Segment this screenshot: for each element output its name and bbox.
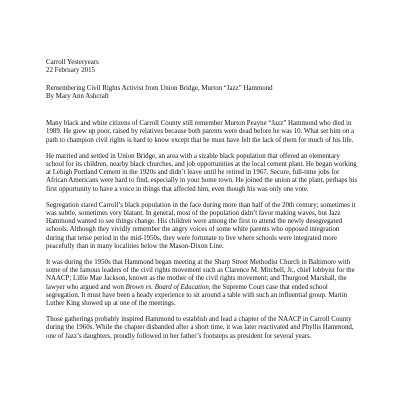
paragraph-1: Many black and white citizens of Carroll County still remember Murton Peayne “Jazz” Hammond who died in 1989. He grew up poor, raised by relatives because both parents were dead before he was 10. What set him on a path to champion civil rights is hard to know except that he must have felt the lack of them for much of his life. bbox=[46, 120, 355, 144]
article-body bbox=[46, 120, 358, 341]
article-title: Remembering Civil Rights Activist from Union Bridge, Murton “Jazz” Hammond bbox=[46, 84, 273, 92]
publication-date: 22 February 2015 bbox=[46, 67, 95, 75]
paragraph-4 bbox=[46, 259, 358, 309]
paragraph-3: Segregation stared Carroll’s black population in the face during more than half of the 20th century; sometimes it was subtle, sometimes very blatant. In general, most of the population didn’t favor making waves, but Jazz Hammond wanted to see things change. His children were among the first to attend the newly desegregated schools. Although they vividly remember the angry voices of some white parents who opposed integration during that tense period in the mid-1950s, they were fortunate to live where schools were integrated more peacefully than in many localities below the Mason-Dixon Line. bbox=[46, 201, 356, 251]
paragraph-4-text-before: It was during the 1950s that Hammond began meeting at the Sharp Street Methodist Church in Baltimore with some of the famous leaders of the civil rights movement such as Clarence M. Mitchell, Jr., chief lobbyist for the NAACP; Lillie Mae Jackson, known as the mother of the civil rights movement; and Thurgood Marshall, the lawyer who argued and won bbox=[46, 258, 355, 291]
paragraph-2: He married and settled in Union Bridge, an area with a sizable black population that offered an elementary school for its children, nearby black churches, and job opportunities at the local cement plant. He began working at Lehigh Portland Cement in the 1920s and didn’t leave until he retired in 1967. Secure, full-time jobs for African Americans were hard to find, especially in your home town. He joined the union at the plant, perhaps his first opportunity to have a voice in things that affected him, even though his was only one vote. bbox=[46, 152, 358, 193]
publication-name: Carroll Yesteryears bbox=[46, 59, 99, 66]
court-case-title: Brown vs. Board of Education bbox=[125, 283, 209, 291]
article-byline: By Mary Ann Ashcraft bbox=[46, 92, 109, 100]
paragraph-5: Those gatherings probably inspired Hammond to establish and lead a chapter of the NAACP in Carroll County during the 1960s. While the chapter disbanded after a short time, it was later reactivated and Phyllis Hammond, one of Jazz’s daughters, proudly followed in her father’s footsteps as president for several years. bbox=[46, 316, 354, 340]
paragraph-4-text-after: , the Supreme Court case that ended school segregation. It must have been a heady experience to sit around a table with such an influential group. Martin Luther King showed up at one of the meetings. bbox=[46, 283, 348, 308]
